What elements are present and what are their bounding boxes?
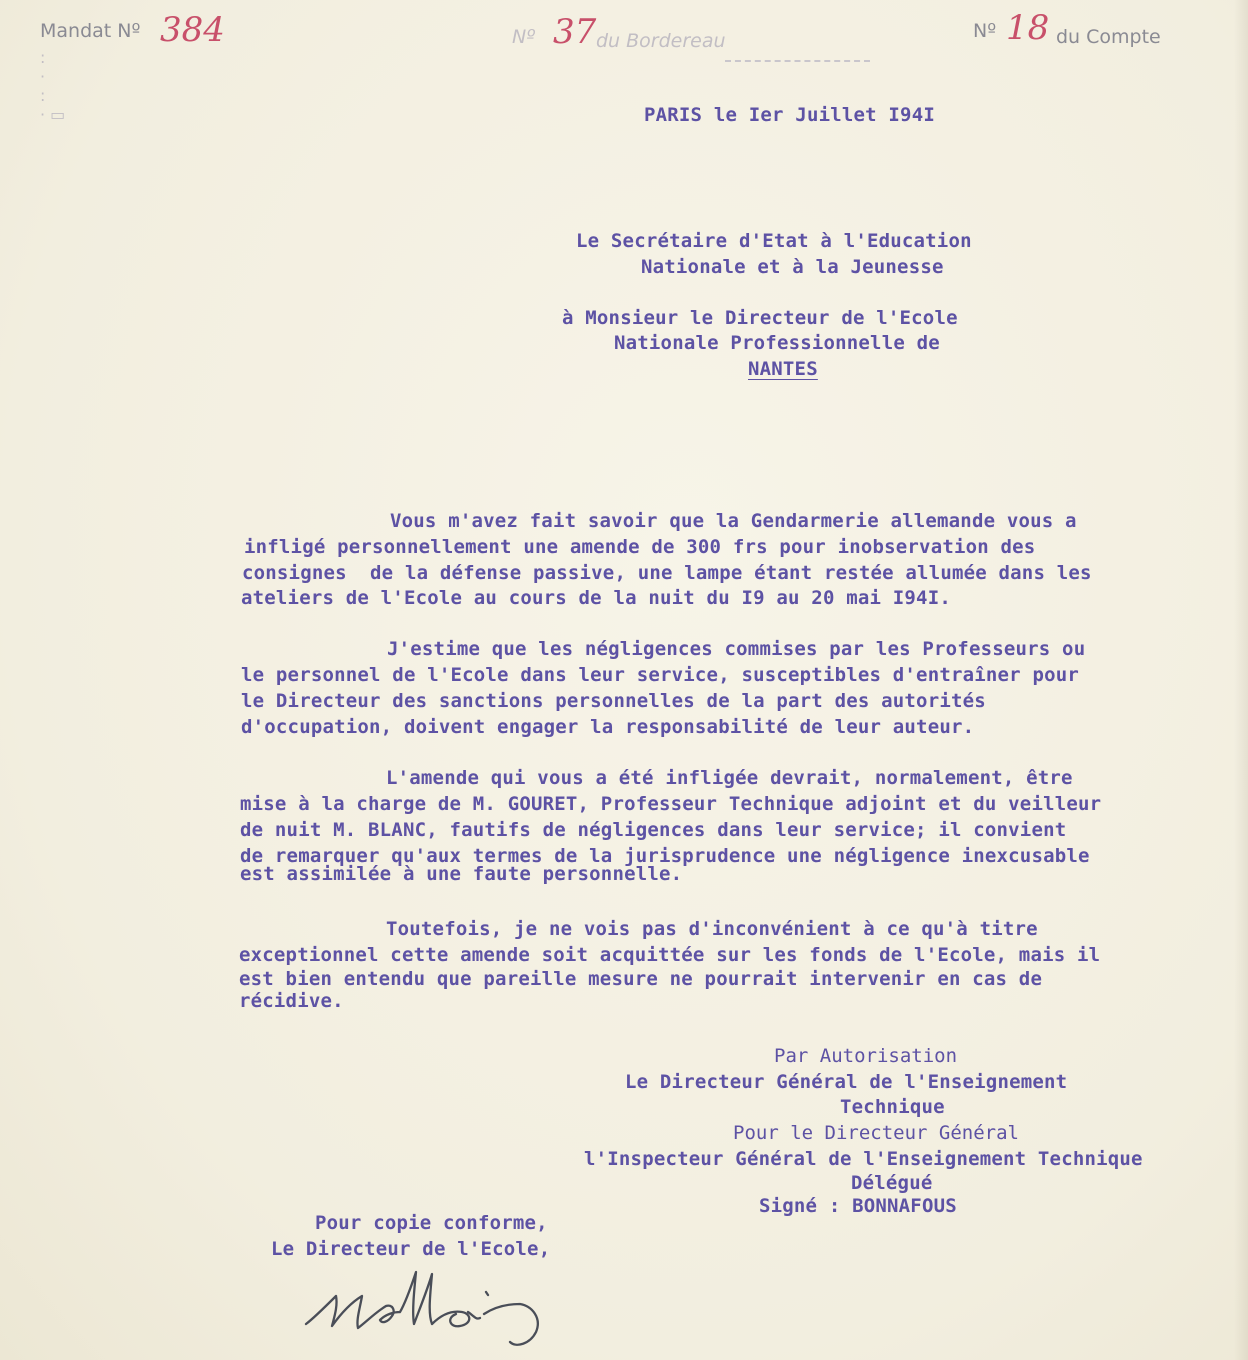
- p2-line-2: le personnel de l'Ecole dans leur service, susceptibles d'entraîner pour: [241, 664, 1080, 686]
- p3-line-1: L'amende qui vous a été infligée devrait, normalement, être: [386, 767, 1073, 789]
- sig-line-2: Le Directeur Général de l'Enseignement: [625, 1071, 1068, 1093]
- sig-line-5: l'Inspecteur Général de l'Enseignement Technique: [584, 1148, 1143, 1170]
- recipient-city: NANTES: [748, 358, 818, 380]
- p4-line-3: est bien entendu que pareille mesure ne pourrait intervenir en cas de: [239, 968, 1043, 990]
- handwritten-signature: [296, 1262, 566, 1350]
- sig-line-7: Signé : BONNAFOUS: [759, 1195, 957, 1217]
- recipient-line-1: à Monsieur le Directeur de l'Ecole: [562, 307, 958, 329]
- mandat-label: Mandat Nº: [40, 20, 141, 42]
- compte-number: 18: [1006, 8, 1050, 48]
- compte-prefix: Nº: [973, 20, 997, 42]
- sig-line-1: Par Autorisation: [774, 1045, 958, 1067]
- mandat-number: 384: [160, 10, 225, 50]
- p2-line-1: J'estime que les négligences commises par les Professeurs ou: [387, 638, 1086, 660]
- stamp-marks: : · : · ▭: [40, 48, 66, 124]
- page-edge-shadow: [1234, 0, 1248, 1360]
- p4-line-1: Toutefois, je ne vois pas d'inconvénient à ce qu'à titre: [386, 918, 1038, 940]
- p1-line-2: infligé personnellement une amende de 300 frs pour inobservation des: [244, 536, 1036, 558]
- copy-line-1: Pour copie conforme,: [315, 1212, 548, 1234]
- p3-line-2: mise à la charge de M. GOURET, Professeur Technique adjoint et du veilleur: [240, 793, 1102, 815]
- recipient-line-2: Nationale Professionnelle de: [614, 332, 940, 354]
- p1-line-1: Vous m'avez fait savoir que la Gendarmerie allemande vous a: [390, 510, 1077, 532]
- p1-line-4: ateliers de l'Ecole au cours de la nuit du I9 au 20 mai I94I.: [241, 587, 951, 609]
- p4-line-2: exceptionnel cette amende soit acquittée sur les fonds de l'Ecole, mais il: [239, 944, 1101, 966]
- p4-line-4: récidive.: [239, 990, 344, 1012]
- compte-label: du Compte: [1056, 26, 1161, 48]
- sig-line-6: Délégué: [851, 1172, 933, 1194]
- p3-line-4: de remarquer qu'aux termes de la jurisprudence une négligence inexcusable: [240, 845, 1090, 867]
- p1-line-3: consignes de la défense passive, une lampe étant restée allumée dans les: [242, 562, 1092, 584]
- bordereau-underline: [725, 60, 870, 62]
- bordereau-prefix: Nº: [512, 26, 536, 48]
- p3-line-5: est assimilée à une faute personnelle.: [240, 863, 683, 885]
- p2-line-4: d'occupation, doivent engager la responsabilité de leur auteur.: [241, 716, 975, 738]
- sig-line-3: Technique: [840, 1096, 945, 1118]
- bordereau-number: 37: [553, 12, 597, 52]
- date-line: PARIS le Ier Juillet I94I: [644, 104, 935, 126]
- sig-line-4: Pour le Directeur Général: [733, 1122, 1019, 1144]
- copy-line-2: Le Directeur de l'Ecole,: [271, 1238, 551, 1260]
- p2-line-3: le Directeur des sanctions personnelles de la part des autorités: [241, 690, 986, 712]
- bordereau-label: du Bordereau: [596, 30, 726, 52]
- sender-line-2: Nationale et à la Jeunesse: [641, 256, 944, 278]
- sender-line-1: Le Secrétaire d'Etat à l'Education: [576, 230, 972, 252]
- p3-line-3: de nuit M. BLANC, fautifs de négligences dans leur service; il convient: [240, 819, 1067, 841]
